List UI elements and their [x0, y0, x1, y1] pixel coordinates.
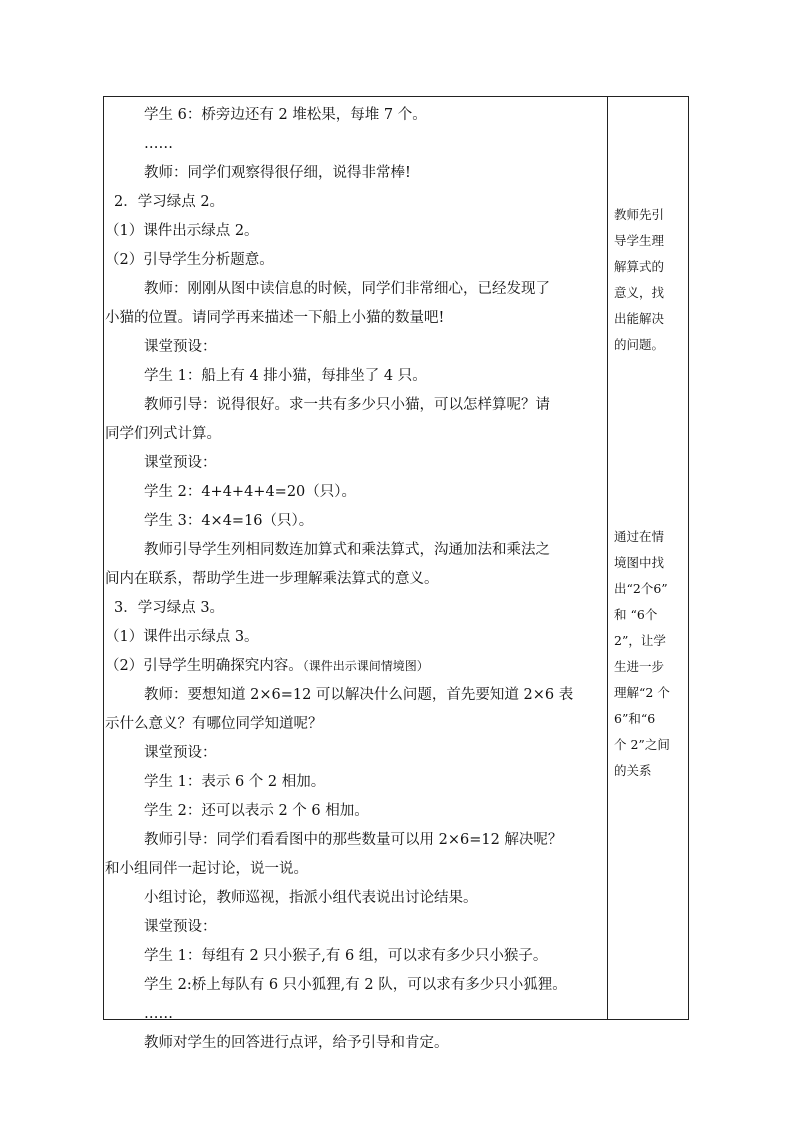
note-line: 的关系: [614, 763, 652, 778]
text-line: 学生 2：4+4+4+4=20（只）。: [144, 484, 357, 500]
text-line: 教师引导学生列相同数连加算式和乘法算式，沟通加法和乘法之: [144, 542, 550, 558]
note-line: 境图中找: [614, 555, 665, 570]
text-line: 小组讨论，教师巡视，指派小组代表说出讨论结果。: [144, 890, 478, 906]
note-line: 2”，让学: [614, 633, 666, 648]
note-line: 出“2个6”: [614, 581, 668, 596]
text-line: 和小组同伴一起讨论，说一说。: [105, 861, 308, 877]
text-line: 学生 2:桥上每队有 6 只小狐狸,有 2 队，可以求有多少只小狐狸。: [144, 977, 567, 993]
note-line: 解算式的: [614, 259, 665, 274]
design-note-1: [614, 202, 690, 358]
text-line: 小猫的位置。请同学再来描述一下船上小猫的数量吧!: [105, 310, 445, 326]
text-line: 间内在联系，帮助学生进一步理解乘法算式的意义。: [105, 571, 439, 587]
step-line: [104, 652, 607, 681]
step-text: （2）引导学生明确探究内容。: [105, 658, 303, 674]
text-line: 示什么意义？有哪位同学知道呢？: [105, 716, 323, 732]
text-line: 教师引导：说得很好。求一共有多少只小猫，可以怎样算呢？请: [144, 397, 550, 413]
step-note: （课件出示课间情境图）: [302, 659, 429, 673]
note-line: 和 “6个: [614, 607, 658, 622]
text-line: 教师：要想知道 2×6=12 可以解决什么问题，首先要知道 2×6 表: [144, 687, 574, 703]
text-line: 教师：同学们观察得很仔细，说得非常棒!: [144, 165, 411, 181]
ellipsis-line: ……: [144, 136, 173, 152]
text-line: 学生 1：表示 6 个 2 相加。: [144, 774, 326, 790]
design-note-2: [614, 524, 690, 784]
step-line: （1）课件出示绿点 3。: [105, 629, 259, 645]
section-heading: 3．学习绿点 3。: [114, 600, 225, 616]
text-line: 学生 1：船上有 4 排小猫，每排坐了 4 只。: [144, 368, 427, 384]
text-line: 学生 2：还可以表示 2 个 6 相加。: [144, 803, 369, 819]
step-line: （2）引导学生分析题意。: [105, 252, 274, 268]
note-line: 理解“2 个: [614, 685, 670, 700]
note-line: 6”和“6: [614, 711, 656, 726]
note-line: 通过在情: [614, 529, 665, 544]
note-line: 生进一步: [614, 659, 665, 674]
main-content-cell: [104, 101, 607, 1058]
column-divider: [607, 97, 608, 1019]
text-line: 学生 1：每组有 2 只小猴子,有 6 组，可以求有多少只小猴子。: [144, 948, 548, 964]
text-line: 课堂预设：: [144, 745, 217, 761]
ellipsis-line: ……: [144, 1006, 173, 1022]
text-line: 学生 3：4×4=16（只）。: [144, 513, 314, 529]
text-line: 课堂预设：: [144, 455, 217, 471]
note-line: 出能解决: [614, 311, 665, 326]
text-line: 课堂预设：: [144, 339, 217, 355]
step-line: （1）课件出示绿点 2。: [105, 223, 259, 239]
note-line: 意义，找: [614, 285, 665, 300]
note-line: 个 2”之间: [614, 737, 670, 752]
note-line: 教师先引: [614, 207, 665, 222]
lesson-table: [103, 96, 689, 1051]
text-line: 课堂预设：: [144, 919, 217, 935]
text-line: 教师：刚刚从图中读信息的时候，同学们非常细心，已经发现了: [144, 281, 550, 297]
text-line: 同学们列式计算。: [105, 426, 221, 442]
text-line: 教师引导：同学们看看图中的那些数量可以用 2×6=12 解决呢？: [144, 832, 563, 848]
text-line: 学生 6：桥旁边还有 2 堆松果，每堆 7 个。: [144, 107, 427, 123]
note-line: 导学生理: [614, 233, 665, 248]
note-line: 的问题。: [614, 337, 665, 352]
text-line: 教师对学生的回答进行点评，给予引导和肯定。: [144, 1035, 449, 1051]
section-heading: 2．学习绿点 2。: [114, 194, 225, 210]
